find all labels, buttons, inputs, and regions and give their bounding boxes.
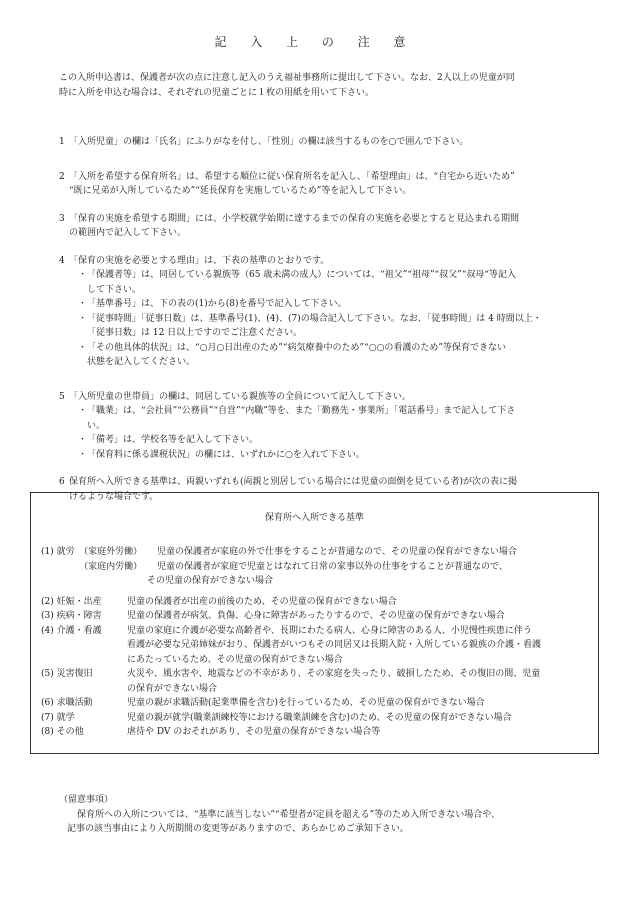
note-item-3 xyxy=(59,212,591,241)
note-line: 「保育の実施を希望する期間」には、小学校就学始期に達するまでの保育の実施を必要とすると見込まれる期間 xyxy=(69,213,520,224)
intro-paragraph xyxy=(59,71,591,100)
criteria-row-1-sub xyxy=(41,560,593,575)
sub-line: 「基準番号」は、下の表の(1)から(8)を番号で記入して下さい。 xyxy=(87,299,347,309)
bullet-marker: ・ xyxy=(78,406,88,416)
sub-line: い。 xyxy=(87,420,106,431)
sub-item xyxy=(69,433,591,448)
criteria-label: (1) 就労 xyxy=(41,547,75,557)
criteria-text: 児童の親が就学(職業訓練校等における職業訓練を含む)のため、その児童の保育ができない場合 xyxy=(127,712,512,723)
note-number: 2 xyxy=(59,171,65,182)
criteria-text: 児童の保護者が出産の前後のため、その児童の保育ができない場合 xyxy=(127,596,397,607)
notes-list xyxy=(59,135,591,504)
sub-line: 「備考」は、学校名等を記入して下さい。 xyxy=(87,435,259,445)
sub-item xyxy=(69,312,591,341)
note-line: 「入所児童の世帯員」の欄は、同居している親族等の全員について記入して下さい。 xyxy=(69,391,411,402)
criteria-text: にあたっているため、その児童の保育ができない場合 xyxy=(127,654,343,665)
note-number: 3 xyxy=(59,213,65,224)
criteria-text: 児童の保護者が病気、負傷、心身に障害があったりするので、その児童の保育ができない場合 xyxy=(127,611,505,621)
bullet-marker: ・ xyxy=(78,299,88,309)
note-item-2 xyxy=(59,170,591,199)
note-number: 4 xyxy=(59,255,65,266)
note-number: 1 xyxy=(59,137,65,147)
criteria-row-2 xyxy=(41,595,593,610)
sub-line: 「従事時間」「従事日数」は、基準番号(1)、(4)、(7)の場合記入して下さい。なお、「従事時間」は 4 時間以上・ xyxy=(87,313,542,324)
sub-item xyxy=(69,341,591,370)
criteria-row-5 xyxy=(41,667,593,696)
note-item-5 xyxy=(59,390,591,463)
criteria-text: 児童の家庭に介護が必要な高齢者や、長期にわたる病人、心身に障害のある人、小児慢性疾患に伴う xyxy=(127,625,532,636)
note-line: 保育所へ入所できる基準は、両親いずれも(両親と別居している場合には児童の面倒を見ている者)が次の表に掲 xyxy=(69,477,518,487)
criteria-box xyxy=(30,492,599,754)
note-line: 「入所を希望する保育所名」は、希望する順位に従い保育所名を記入し、「希望理由」は、“自宅から近いため” xyxy=(69,171,515,182)
criteria-label: (7) 就学 xyxy=(41,712,75,723)
note-line: 「入所児童」の欄は「氏名」にふりがなを付し、「性別」の欄は該当するものを○で囲んで下さい。 xyxy=(69,137,469,147)
intro-line: 時に入所を申込む場合は、それぞれの児童ごとに１枚の用紙を用いて下さい。 xyxy=(59,87,375,98)
note-line: 「保育の実施を必要とする理由」は、下表の基準のとおりです。 xyxy=(69,255,330,266)
criteria-text: 火災や、風水害や、地震などの不幸があり、その家庭を失ったり、破損したため、その復旧の間、児童 xyxy=(127,669,541,679)
note-line: げるような場合です。 xyxy=(69,491,159,502)
remarks-heading: （留意事項） xyxy=(59,795,114,805)
sub-item xyxy=(69,297,591,312)
remarks-line: 記事の該当事由により入所期間の変更等がありますので、あらかじめご承知下さい。 xyxy=(67,824,409,834)
criteria-title: 保育所へ入所できる基準 xyxy=(264,513,364,523)
criteria-label: (8) その他 xyxy=(41,727,84,737)
criteria-text: その児童の保育ができない場合 xyxy=(147,576,274,586)
criteria-text: の保育ができない場合 xyxy=(127,683,218,694)
note-item-1 xyxy=(59,135,591,150)
page-title: 記 入 上 の 注 意 xyxy=(214,35,416,49)
criteria-row-7 xyxy=(41,711,593,726)
sub-line: 「職業」は、“会社員”“公務員”“自営”“内職”等を、また「勤務先・事業所」「電話番号」まで記入して下さ xyxy=(87,406,516,416)
sub-line: 「保護者等」は、同居している親族等（65 歳未満の成人）については、“祖父”“祖母”“叔父”“叔母“等記入 xyxy=(87,270,516,280)
bullet-marker: ・ xyxy=(78,342,88,353)
note-line: “既に兄弟が入所しているため”“延長保育を実施しているため”等を記入して下さい。 xyxy=(69,186,412,196)
note-number: 6 xyxy=(59,477,65,487)
sub-line: 「その他具体的状況」は、“○月○日出産のため”“病気療養中のため”“○○の看護のため”等保育できない xyxy=(87,342,507,353)
criteria-label: (5) 災害復旧 xyxy=(41,669,93,679)
bullet-marker: ・ xyxy=(78,449,88,460)
criteria-text: 虐待や DV のおそれがあり、その児童の保育ができない場合等 xyxy=(127,727,381,737)
criteria-row-8 xyxy=(41,725,593,740)
bullet-marker: ・ xyxy=(78,270,88,280)
criteria-label: (6) 求職活動 xyxy=(41,698,93,708)
criteria-row-4 xyxy=(41,624,593,668)
sub-item xyxy=(69,404,591,433)
criteria-text: 児童の保護者が家庭で児童とはなれて日常の家事以外の仕事をすることが普通なので、 xyxy=(157,561,508,572)
bullet-marker: ・ xyxy=(78,435,88,445)
sub-line: 「従事日数」は 12 日以上ですのでご注意ください。 xyxy=(87,328,303,338)
criteria-text: 児童の親が求職活動(起業準備を含む)を行っているため、その児童の保育ができない場合 xyxy=(127,698,485,708)
sub-line: 「保育料に係る課税状況」の欄には、いずれかに○を入れて下さい。 xyxy=(87,449,365,460)
criteria-row-1 xyxy=(41,545,593,560)
note-number: 5 xyxy=(59,391,65,402)
note-item-4 xyxy=(59,254,591,370)
sub-line: して下さい。 xyxy=(87,284,142,295)
intro-line: この入所申込書は、保護者が次の点に注意し記入のうえ福祉事務所に提出して下さい。なお、2人以上の児童が同 xyxy=(59,73,515,83)
remarks-section xyxy=(59,793,591,837)
remarks-body xyxy=(59,808,591,837)
sub-item xyxy=(69,448,591,463)
criteria-label: (2) 妊娠・出産 xyxy=(41,596,102,607)
criteria-row-3 xyxy=(41,609,593,624)
criteria-text: 看護が必要な兄弟姉妹がおり、保護者がいつもその同居又は長期入院・入所している親族の介護・看護 xyxy=(127,640,542,650)
bullet-marker: ・ xyxy=(78,313,88,324)
criteria-list xyxy=(41,545,593,740)
criteria-row-6 xyxy=(41,696,593,711)
note-line: の範囲内で記入して下さい。 xyxy=(69,228,187,238)
criteria-text: 児童の保護者が家庭の外で仕事をすることが普通なので、その児童の保育ができない場合 xyxy=(157,547,517,557)
remarks-line: 保育所への入所については、“基準に該当しない”“希望者が定員を超える”等のため入所できない場合や、 xyxy=(77,809,501,820)
sub-item xyxy=(69,268,591,297)
criteria-sublabel: （家庭外労働） xyxy=(74,547,143,557)
sub-line: 状態を記入してください。 xyxy=(87,357,196,367)
criteria-label: (4) 介護・看護 xyxy=(41,625,102,636)
criteria-sublabel: （家庭内労働） xyxy=(74,561,143,572)
criteria-label: (3) 疾病・障害 xyxy=(41,611,102,621)
